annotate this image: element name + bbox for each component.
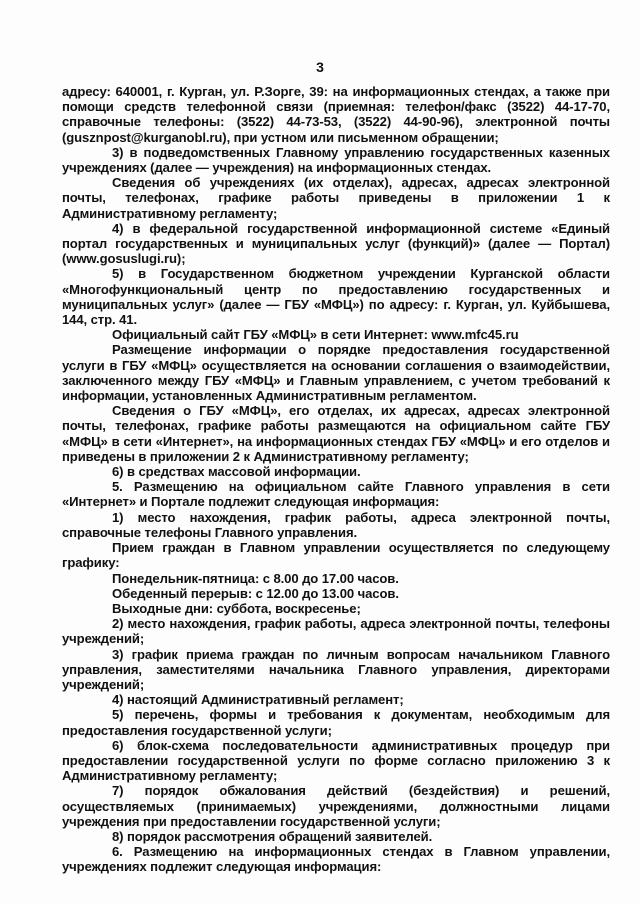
paragraph-5-item-3: 3) график приема граждан по личным вопросам начальником Главного управления, заместителями начальника Главного управления, директорами учреждений;	[62, 646, 610, 692]
paragraph-5-item-1: 1) место нахождения, график работы, адреса электронной почты, справочные телефоны Главного управления.	[62, 509, 610, 540]
paragraph-reception-schedule: Прием граждан в Главном управлении осуществляется по следующему графику:	[62, 540, 610, 571]
paragraph-lunch-break: Обеденный перерыв: с 12.00 до 13.00 часов.	[112, 585, 399, 601]
paragraph-5-item-2: 2) место нахождения, график работы, адреса электронной почты, телефоны учреждений;	[62, 616, 610, 647]
paragraph-weekdays: Понедельник-пятница: с 8.00 до 17.00 часов.	[112, 570, 399, 586]
paragraph-item-4-portal: 4) в федеральной государственной информационной системе «Единый портал государственных и муниципальных услуг (функций)» (далее — Портал) (www.gosuslugi.ru);	[62, 220, 610, 267]
paragraph-item-5-mfc: 5) в Государственном бюджетном учреждении Курганской области «Многофункциональный центр по предоставлению государственных и муниципальных услуг» (далее — ГБУ «МФЦ») по адресу: г. Курган, ул. Куйбышева, 144, стр. 41.	[62, 266, 610, 328]
paragraph-5-item-8: 8) порядок рассмотрения обращений заявителей.	[112, 828, 433, 844]
paragraph-mfc-website: Официальный сайт ГБУ «МФЦ» в сети Интернет: www.mfc45.ru	[112, 327, 519, 343]
paragraph-institutions-info: Сведения об учреждениях (их отделах), адресах, адресах электронной почты, телефонах, графике работы приведены в приложении 1 к Административному регламенту;	[62, 175, 610, 221]
paragraph-section-5: 5. Размещению на официальном сайте Главного управления в сети «Интернет» и Портале подлежит следующая информация:	[62, 479, 610, 510]
paragraph-days-off: Выходные дни: суббота, воскресенье;	[112, 600, 361, 616]
paragraph-section-6: 6. Размещению на информационных стендах в Главном управлении, учреждениях подлежит следующая информация:	[62, 844, 610, 875]
paragraph-5-item-6: 6) блок-схема последовательности административных процедур при предоставлении государственной услуги по форме согласно приложению 3 к Административному регламенту;	[62, 737, 610, 784]
page-number: 3	[316, 59, 324, 75]
paragraph-address: адресу: 640001, г. Курган, ул. Р.Зорге, 39: на информационных стендах, а также при помощи средств телефонной связи (приемная: телефон/факс (3522) 44-17-70, справочные телефоны: (3522) 44-73-53, (3522) 44-90-96), электронной почты (gusznpost@kurganobl.ru), при устном или письменном обращении;	[62, 84, 610, 145]
paragraph-mfc-placement: Размещение информации о порядке предоставления государственной услуги в ГБУ «МФЦ» осуществляется на основании соглашения о взаимодействии, заключенного между ГБУ «МФЦ» и Главным управлением, с учетом требований к информации, установленных Административным регламентом.	[62, 342, 610, 404]
paragraph-item-3: 3) в подведомственных Главному управлению государственных казенных учреждениях (далее — учреждения) на информационных стендах.	[62, 144, 610, 176]
paragraph-5-item-7: 7) порядок обжалования действий (бездействия) и решений, осуществляемых (принимаемых) учреждениями, должностными лицами учреждения при предоставлении государственной услуги;	[62, 783, 610, 829]
paragraph-5-item-4: 4) настоящий Административный регламент;	[112, 692, 404, 708]
document-body	[62, 84, 610, 875]
paragraph-mfc-details: Сведения о ГБУ «МФЦ», его отделах, их адресах, адресах электронной почты, телефонах, графике работы размещаются на официальном сайте ГБУ «МФЦ» в сети «Интернет», на информационных стендах ГБУ «МФЦ» и его отделов и приведены в приложении 2 к Административному регламенту;	[62, 403, 610, 464]
paragraph-5-item-5: 5) перечень, формы и требования к документам, необходимым для предоставления государственной услуги;	[62, 707, 610, 738]
paragraph-item-6-media: 6) в средствах массовой информации.	[112, 464, 361, 480]
